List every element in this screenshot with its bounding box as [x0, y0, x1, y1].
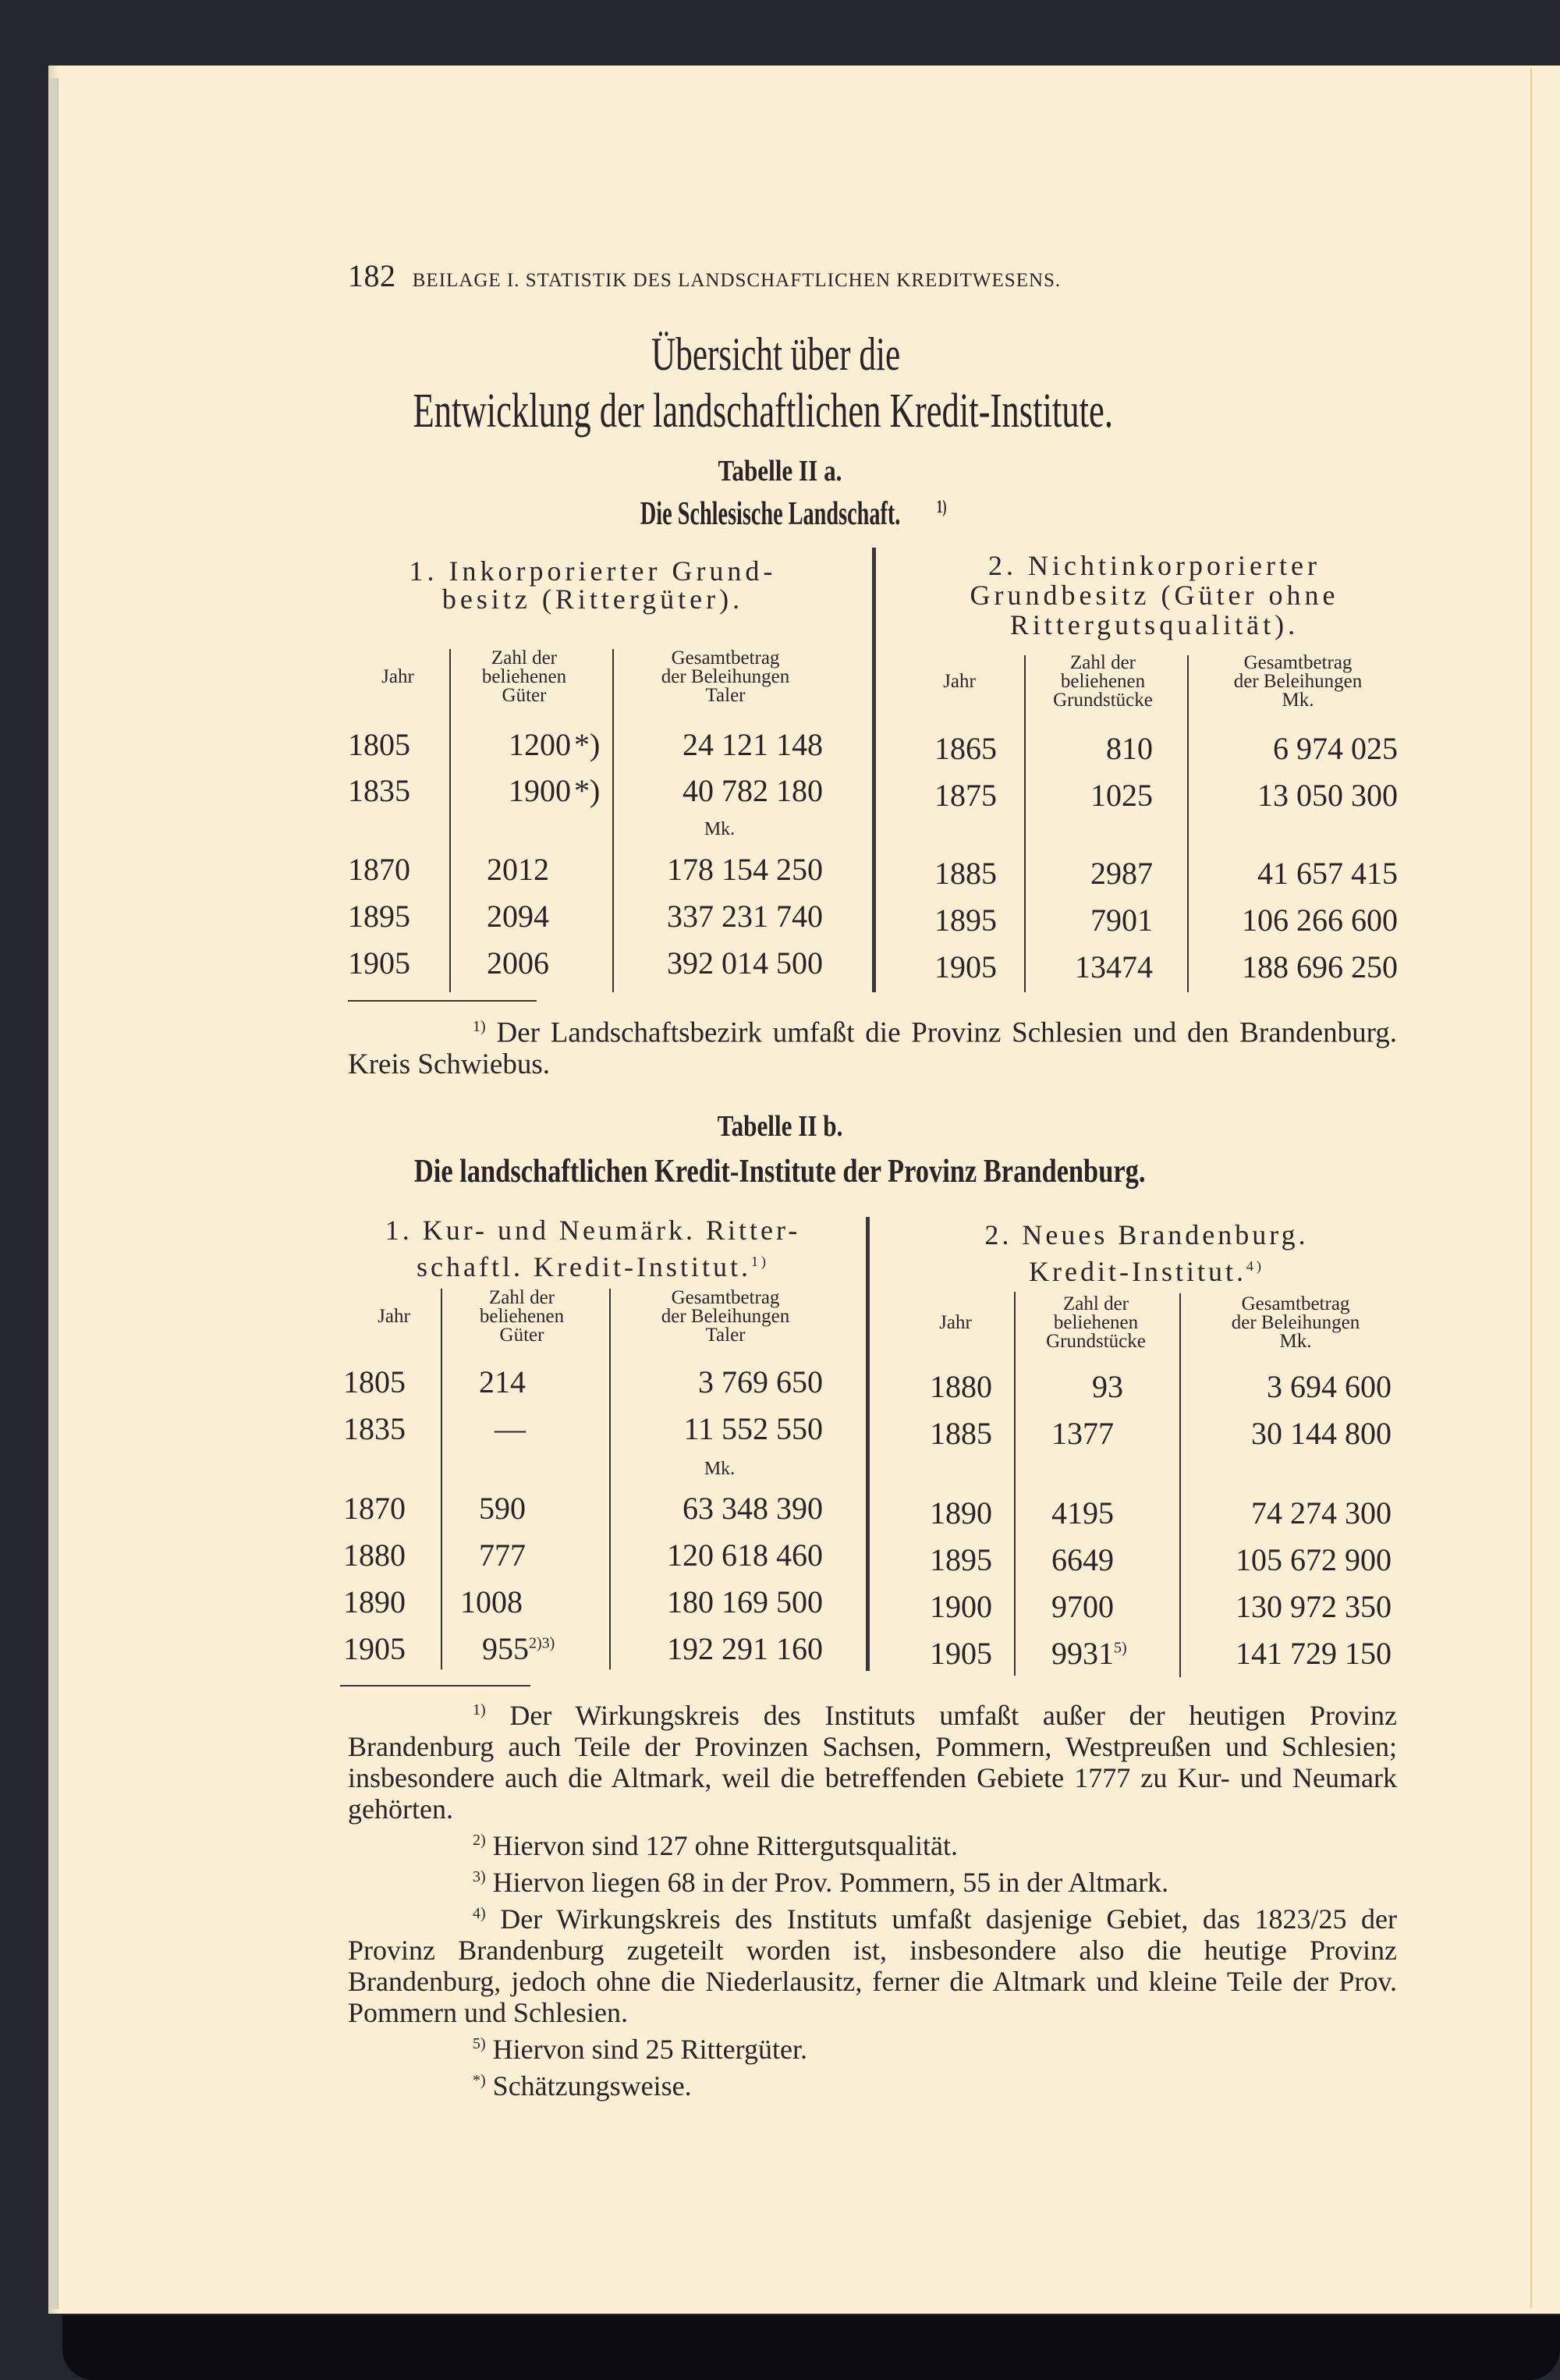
cell-count: 6649 [1051, 1542, 1114, 1577]
column-divider [609, 1289, 611, 1669]
cell-count: 777 [479, 1538, 526, 1573]
col-count [1023, 654, 1182, 710]
running-head-text: BEILAGE I. STATISTIK DES LANDSCHAFTLICHEN KREDITWESENS. [412, 270, 1062, 291]
table-b-label-text: Tabelle II b. [717, 1110, 843, 1143]
heading-line: 1. Inkorporierter Grund- [409, 555, 777, 587]
cell-year: 1905 [343, 1631, 406, 1666]
cell-count: 2987 [1090, 856, 1153, 891]
cell-count: 2006 [487, 945, 549, 981]
page-title-line2 [0, 384, 1543, 439]
table-a-label [0, 454, 1560, 488]
cell-amount: 6 974 025 [1273, 731, 1398, 766]
cell-year: 1885 [934, 856, 997, 891]
table-b-footnotes [348, 1694, 1397, 2102]
col-label-line: beliehenen [479, 1306, 565, 1327]
table-a-subtitle [0, 495, 1560, 533]
cell-year: 1805 [348, 727, 410, 762]
col-amount [1182, 1295, 1409, 1351]
cell-year: 1890 [343, 1584, 406, 1619]
table-divider [866, 1217, 870, 1671]
col-label-line: Güter [502, 685, 547, 706]
page-number: 182 [348, 258, 396, 293]
cell-count: 4195 [1051, 1495, 1114, 1531]
col-label-line: Taler [705, 1325, 746, 1346]
table-a-right-heading [881, 551, 1427, 640]
table-divider [872, 548, 876, 992]
footnote-ref: 5) [1114, 1639, 1127, 1657]
col-amount [1190, 654, 1406, 710]
cell-count: 2012 [487, 852, 549, 887]
footnote [348, 1898, 1397, 2028]
col-year-label: Jahr [381, 666, 414, 687]
footnote [348, 1011, 1397, 1080]
cell-amount: 130 972 350 [1236, 1589, 1392, 1624]
col-year [343, 1307, 445, 1326]
cell-count: 1900 [509, 773, 571, 808]
cell-amount: 392 014 500 [667, 945, 823, 981]
footnote [348, 1825, 1397, 1861]
cell-amount: 178 154 250 [667, 852, 823, 887]
table-a-subtitle-text: Die Schlesische Landschaft. [640, 496, 901, 532]
table-a-label-text: Tabelle II a. [718, 455, 842, 488]
col-year-label: Jahr [943, 671, 976, 692]
footnote-ref: 4) [1246, 1258, 1264, 1274]
col-year-label: Jahr [939, 1312, 972, 1333]
col-label-line: Gesamtbetrag [671, 1287, 780, 1308]
col-label-line: beliehenen [1060, 671, 1146, 692]
cell-year: 1905 [348, 945, 410, 981]
cell-amount: 188 696 250 [1242, 949, 1398, 984]
col-label-line: der Beleihungen [1231, 1312, 1360, 1333]
footnote-mark: 3) [473, 1868, 486, 1885]
scan-bottom-shadow [62, 2315, 1560, 2380]
table-b-left-heading [343, 1215, 842, 1282]
cell-count-value: 9931 [1051, 1636, 1114, 1671]
col-label-line: Zahl der [491, 647, 557, 669]
cell-year: 1905 [930, 1636, 992, 1671]
col-year [343, 668, 452, 686]
table-a-left-heading [343, 557, 842, 613]
column-divider [612, 649, 614, 992]
cell-year: 1895 [934, 903, 997, 938]
footnote-mark: 2) [473, 1832, 486, 1849]
cell-count: 93 [1092, 1369, 1123, 1404]
cell-amount: 30 144 800 [1251, 1416, 1392, 1451]
col-label-line: Güter [499, 1325, 544, 1346]
cell-count [482, 1633, 555, 1665]
cell-year: 1870 [343, 1491, 406, 1526]
col-amount [610, 649, 841, 705]
footnote-text: Schätzungsweise. [492, 2070, 692, 2102]
col-count [437, 1289, 607, 1345]
col-label-line: beliehenen [481, 666, 567, 687]
cell-year: 1865 [934, 731, 997, 766]
cell-year: 1895 [348, 899, 410, 934]
col-label-line: der Beleihungen [661, 1306, 790, 1327]
heading-line: 2. Nichtinkorporierter [988, 550, 1321, 581]
col-year [905, 672, 1014, 691]
cell-note: *) [574, 727, 601, 762]
cell-amount: 63 348 390 [682, 1491, 823, 1526]
cell-year: 1880 [343, 1538, 406, 1573]
col-year-label: Jahr [378, 1306, 410, 1327]
cell-count [1051, 1638, 1127, 1669]
running-head [348, 257, 1401, 294]
col-count [441, 649, 607, 705]
cell-year: 1870 [348, 852, 410, 887]
column-divider [1014, 1292, 1016, 1676]
cell-year: 1885 [930, 1416, 992, 1451]
col-label-line: Gesamtbetrag [1241, 1293, 1350, 1314]
cell-amount: 105 672 900 [1236, 1542, 1392, 1577]
cell-count: 2094 [487, 899, 549, 934]
col-label-line: Taler [705, 685, 746, 706]
footnote-text: Der Wirkungskreis des Instituts umfaßt dasjenige Gebiet, das 1823/25 der Provinz Brandenburg zugeteilt worden ist, insbesondere also die heutige Provinz Brandenburg, jedoch ohne die Niederlausitz, ferner die Altmark und kleine Teile der Prov. Pommern und Schlesien. [348, 1903, 1398, 2028]
cell-amount: 13 050 300 [1257, 778, 1398, 813]
cell-amount: 3 694 600 [1267, 1369, 1392, 1404]
table-b-label [0, 1109, 1560, 1144]
col-label-line: der Beleihungen [1233, 671, 1363, 692]
table-b-right-heading [881, 1219, 1412, 1287]
col-label-line: der Beleihungen [661, 666, 790, 687]
cell-year: 1905 [934, 949, 997, 984]
col-label-line: beliehenen [1053, 1312, 1139, 1333]
footnote [348, 2065, 1397, 2102]
cell-count-value: 955 [482, 1631, 529, 1666]
col-label-line: Gesamtbetrag [671, 647, 780, 669]
cell-year: 1835 [343, 1411, 406, 1446]
footnote-ref: 1) [750, 1254, 769, 1269]
column-divider [1187, 655, 1189, 992]
cell-count: 1025 [1090, 778, 1153, 813]
heading-line: 1. Kur- und Neumärk. Ritter- [385, 1215, 801, 1246]
footnote-mark: 1) [473, 1701, 486, 1718]
cell-amount: 74 274 300 [1251, 1495, 1392, 1531]
col-label-line: Gesamtbetrag [1243, 652, 1353, 673]
title-line2-text: Entwicklung der landschaftlichen Kredit-Institute. [413, 385, 1113, 438]
cell-year: 1900 [930, 1589, 992, 1624]
footnote-mark: 5) [473, 2035, 486, 2052]
cell-amount: 41 657 415 [1257, 856, 1398, 891]
title-line1-text: Übersicht über die [651, 328, 901, 380]
heading-line: 2. Neues Brandenburg. [984, 1219, 1309, 1250]
footnote-mark: 1) [473, 1018, 486, 1035]
cell-amount: 24 121 148 [682, 727, 823, 762]
cell-year: 1875 [934, 778, 997, 813]
cell-count: 810 [1106, 731, 1153, 766]
heading-line: schaftl. Kredit-Institut. [417, 1251, 751, 1282]
table-a-footnotes [348, 1011, 1397, 1080]
heading-line: Rittergutsqualität). [1009, 609, 1299, 640]
cell-count: 13474 [1075, 949, 1153, 984]
footnote-rule [348, 1000, 537, 1002]
cell-count: 7901 [1090, 903, 1153, 938]
col-label-line: Zahl der [1070, 652, 1136, 673]
cell-count: 1200 [509, 727, 571, 762]
footnote-text: Hiervon sind 127 ohne Rittergutsqualität. [492, 1830, 958, 1861]
column-divider [1179, 1293, 1181, 1677]
cell-count: — [495, 1411, 526, 1446]
col-count [1014, 1295, 1178, 1351]
cell-count: 1008 [460, 1584, 523, 1619]
cell-year: 1880 [930, 1369, 992, 1404]
cell-count: 9700 [1051, 1589, 1114, 1624]
cell-amount: 11 552 550 [683, 1411, 823, 1446]
column-divider [449, 649, 451, 992]
footnote-text: Hiervon sind 25 Rittergüter. [492, 2034, 807, 2065]
footnote [348, 2028, 1397, 2065]
cell-count: 214 [479, 1364, 526, 1399]
table-b-subtitle [0, 1153, 1560, 1190]
heading-line: Kredit-Institut. [1029, 1256, 1246, 1287]
col-label-line: Mk. [1282, 690, 1314, 711]
cell-amount: 192 291 160 [667, 1631, 823, 1666]
heading-line: besitz (Rittergüter). [441, 583, 744, 615]
footnote-text: Der Landschaftsbezirk umfaßt die Provinz Schlesien und den Brandenburg. Kreis Schwiebus. [348, 1016, 1398, 1081]
footnote-text: Hiervon liegen 68 in der Prov. Pommern, 55 in der Altmark. [492, 1867, 1169, 1898]
heading-line: Grundbesitz (Güter ohne [970, 580, 1339, 611]
footnote-ref: 1) [937, 496, 948, 516]
cell-year: 1805 [343, 1364, 406, 1399]
cell-amount: 106 266 600 [1242, 903, 1398, 938]
col-label-line: Mk. [1279, 1331, 1312, 1352]
footnote-mark: 4) [473, 1905, 486, 1922]
cell-count: 590 [479, 1491, 526, 1526]
currency-switch-label: Mk. [704, 819, 736, 839]
col-year [905, 1314, 1006, 1332]
footnote [348, 1694, 1397, 1825]
col-label-line: Grundstücke [1053, 690, 1153, 711]
col-label-line: Grundstücke [1046, 1331, 1146, 1352]
cell-amount: 120 618 460 [667, 1538, 823, 1573]
currency-switch-label: Mk. [704, 1459, 736, 1479]
table-b-subtitle-text: Die landschaftlichen Kredit-Institute der Provinz Brandenburg. [414, 1154, 1146, 1190]
cell-year: 1890 [930, 1495, 992, 1531]
footnote [348, 1861, 1397, 1898]
cell-amount: 3 769 650 [698, 1364, 823, 1399]
column-divider [1024, 655, 1026, 992]
cell-note: *) [574, 773, 601, 808]
cell-amount: 40 782 180 [682, 773, 823, 808]
footnote-mark: *) [473, 2072, 486, 2089]
cell-year: 1835 [348, 773, 410, 808]
cell-amount: 337 231 740 [667, 899, 823, 934]
cell-amount: 141 729 150 [1236, 1636, 1392, 1671]
cell-count: 1377 [1051, 1416, 1114, 1451]
col-label-line: Zahl der [1063, 1293, 1129, 1314]
page-title-line1 [0, 328, 1556, 381]
column-divider [441, 1289, 442, 1669]
cell-year: 1895 [930, 1542, 992, 1577]
footnote-ref: 2)3) [529, 1634, 555, 1652]
col-amount [610, 1289, 841, 1345]
footnote-rule [340, 1685, 530, 1687]
cell-amount: 180 169 500 [667, 1584, 823, 1619]
col-label-line: Zahl der [489, 1287, 555, 1308]
footnote-text: Der Wirkungskreis des Instituts umfaßt außer der heutigen Provinz Brandenburg auch Teile der Provinzen Sachsen, Pommern, Westpreußen und Schlesien; insbesondere auch die Altmark, weil die betreffenden Gebiete 1777 zu Kur- und Neumark gehörten. [348, 1700, 1398, 1825]
